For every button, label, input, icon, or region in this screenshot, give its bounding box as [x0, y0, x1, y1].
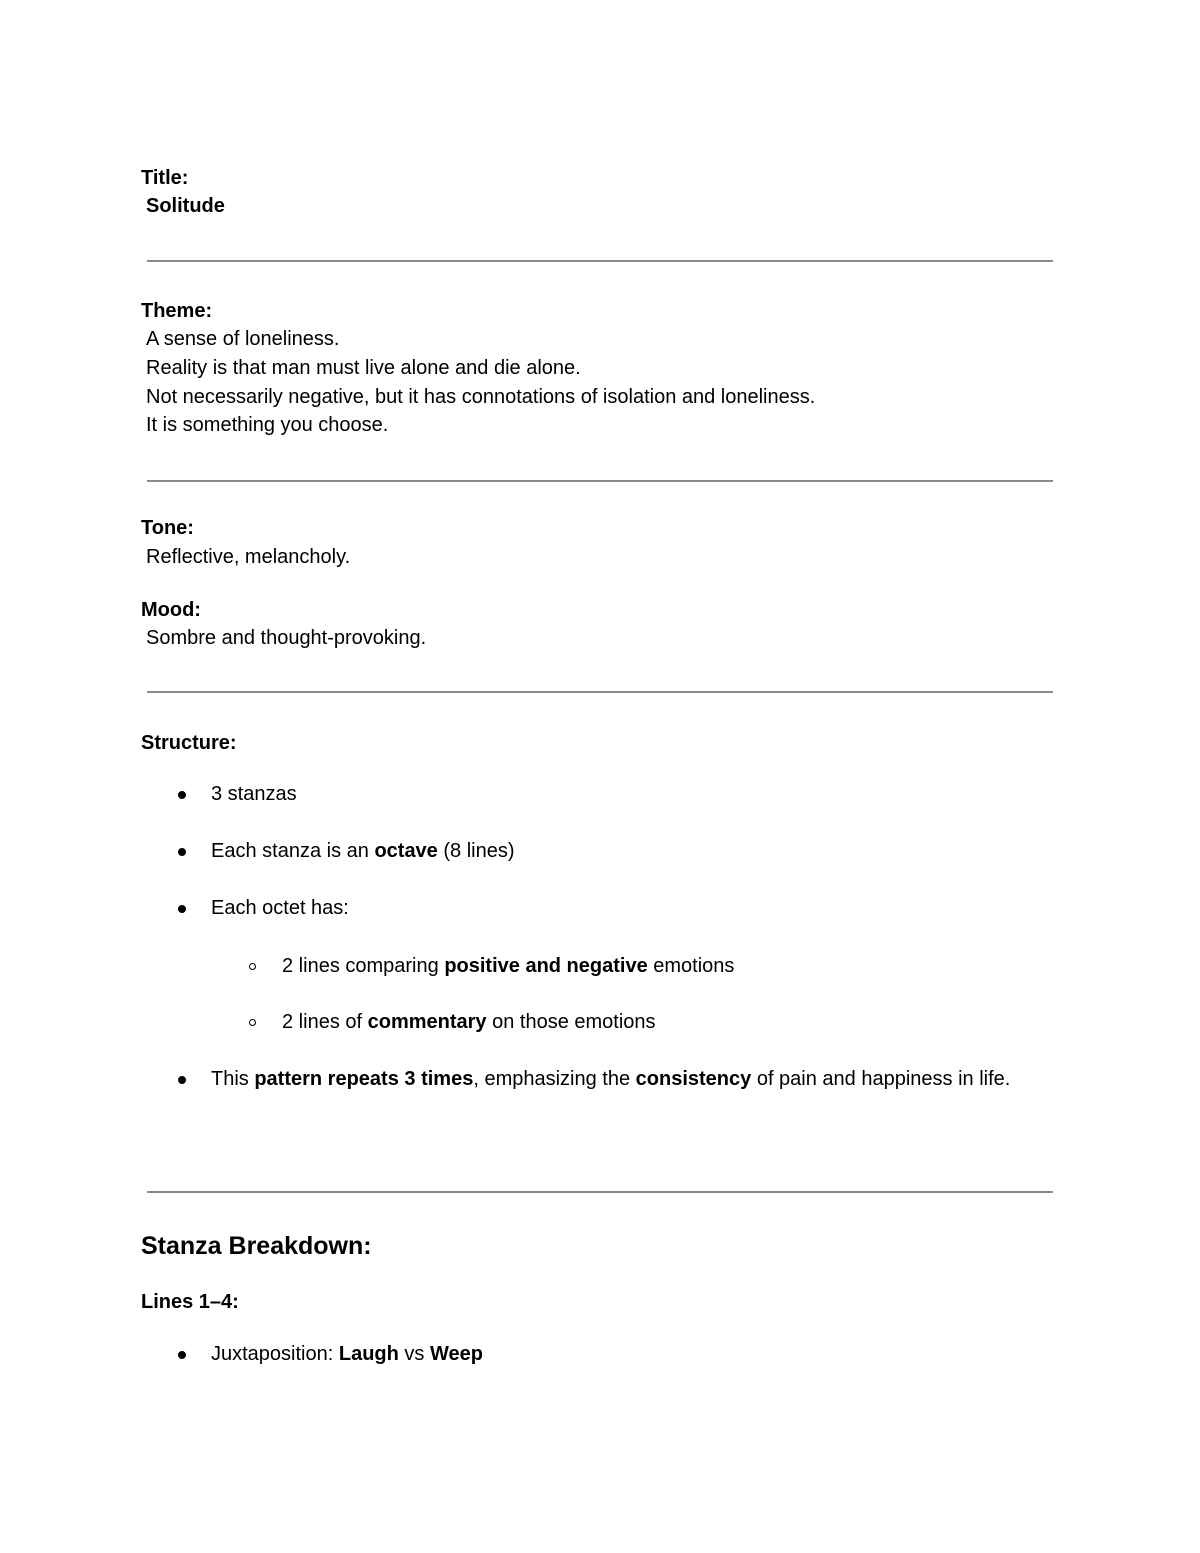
structure-subitem-1: 2 lines comparing positive and negative emotions	[282, 955, 735, 977]
mood-label: Mood:	[141, 599, 201, 621]
bullet-disc-icon	[178, 791, 186, 799]
theme-line-3: Not necessarily negative, but it has connotations of isolation and loneliness.	[146, 386, 816, 408]
bullet-disc-icon	[178, 848, 186, 856]
bullet-disc-icon	[178, 1076, 186, 1084]
tone-value: Reflective, melancholy.	[146, 546, 351, 568]
bullet-disc-icon	[178, 905, 186, 913]
bullet-circle-icon	[249, 1019, 256, 1026]
structure-subitem-2: 2 lines of commentary on those emotions	[282, 1011, 656, 1033]
breakdown-heading: Stanza Breakdown:	[141, 1232, 372, 1260]
title-label: Title:	[141, 167, 189, 189]
theme-label: Theme:	[141, 300, 213, 322]
divider-1	[147, 260, 1053, 262]
structure-item-1: 3 stanzas	[211, 783, 297, 805]
theme-line-1: A sense of loneliness.	[146, 328, 340, 350]
theme-line-4: It is something you choose.	[146, 414, 389, 436]
breakdown-item-1: Juxtaposition: Laugh vs Weep	[211, 1343, 483, 1365]
mood-value: Sombre and thought-provoking.	[146, 627, 427, 649]
divider-2	[147, 480, 1053, 482]
lines-label: Lines 1–4:	[141, 1291, 239, 1313]
divider-3	[147, 691, 1053, 693]
bullet-circle-icon	[249, 963, 256, 970]
structure-label: Structure:	[141, 732, 237, 754]
structure-item-2: Each stanza is an octave (8 lines)	[211, 840, 515, 862]
title-value: Solitude	[146, 195, 225, 217]
theme-line-2: Reality is that man must live alone and die alone.	[146, 357, 581, 379]
tone-label: Tone:	[141, 517, 194, 539]
structure-item-4: This pattern repeats 3 times, emphasizing the consistency of pain and happiness in life.	[211, 1068, 1011, 1090]
bullet-disc-icon	[178, 1351, 186, 1359]
structure-item-3: Each octet has:	[211, 897, 349, 919]
divider-4	[147, 1191, 1053, 1193]
